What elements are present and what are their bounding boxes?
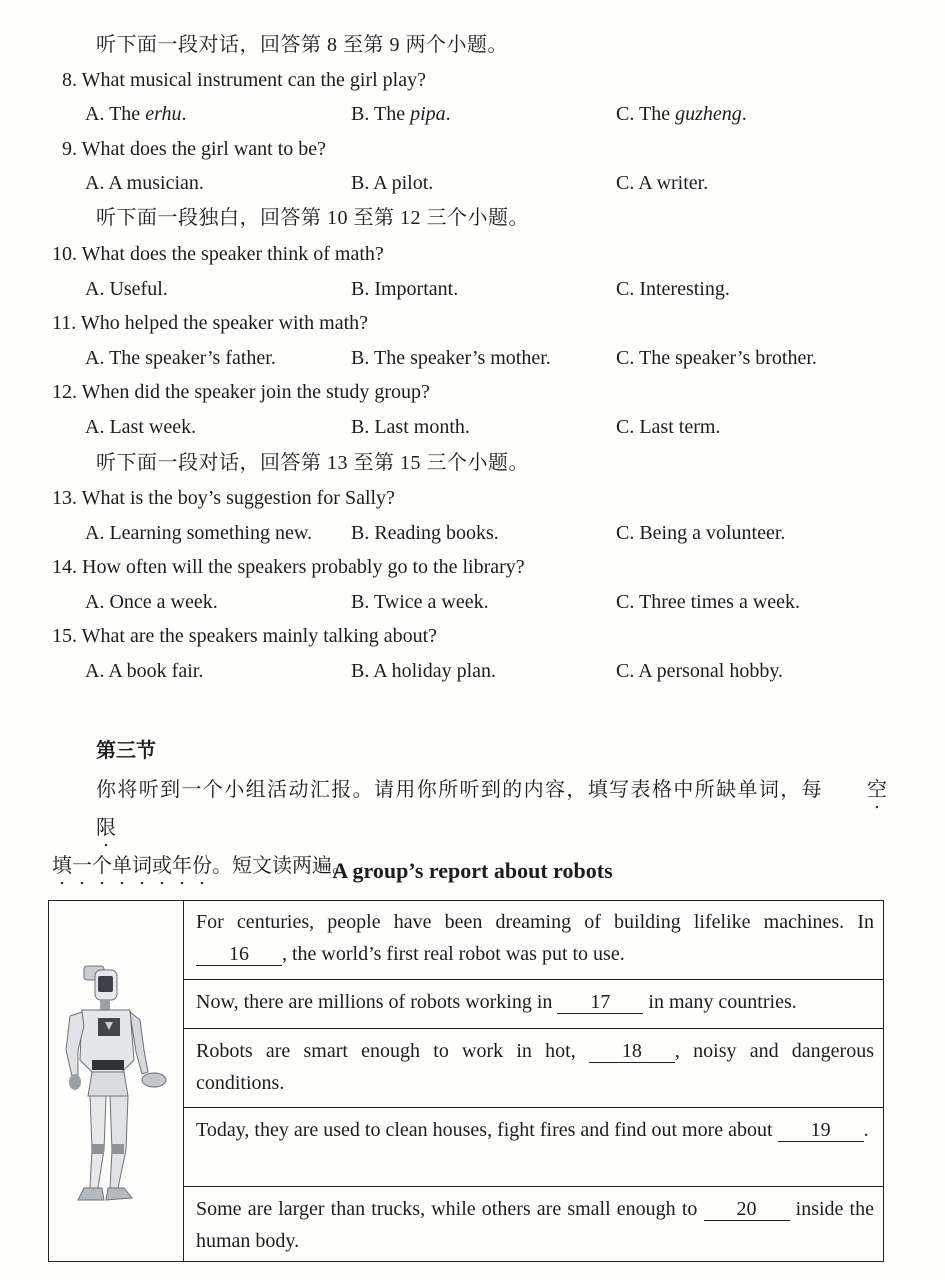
report-row-16 [184,900,884,980]
question-9-option-b: B. A pilot. [351,172,434,194]
blank-19[interactable]: 19 [778,1119,864,1142]
instruction-q13-15: 听下面一段对话，回答第 13 至第 15 三个小题。 [96,452,529,474]
row-19-text: Today, they are used to clean houses, fight fires and find out more about 19 . [196,1119,869,1141]
question-8-option-c: C. The guzheng. [616,103,747,125]
question-8-option-a: A. The erhu. [85,103,187,125]
question-10-option-b: B. Important. [351,278,459,300]
question-8-option-b: B. The pipa. [351,103,451,125]
report-title: A group’s report about robots [332,858,613,883]
blank-20[interactable]: 20 [704,1198,790,1221]
question-8-stem: 8. What musical instrument can the girl play? [62,69,426,91]
report-row-19 [184,1108,884,1187]
report-row-20 [184,1187,884,1262]
question-11-option-b: B. The speaker’s mother. [351,347,551,369]
question-13-option-a: A. Learning something new. [85,522,312,544]
instruction-q10-12: 听下面一段独白，回答第 10 至第 12 三个小题。 [96,207,529,229]
question-15-option-c: C. A personal hobby. [616,660,784,682]
question-14-stem: 14. How often will the speakers probably go to the library? [52,556,525,578]
question-10-option-c: C. Interesting. [616,278,730,300]
question-14-option-a: A. Once a week. [85,591,218,613]
question-10-stem: 10. What does the speaker think of math? [52,243,384,265]
question-12-option-a: A. Last week. [85,416,197,438]
question-12-stem: 12. When did the speaker join the study group? [52,381,430,403]
instructions-line-2: 填一个单词或年份。短文读两遍。 [52,853,352,877]
robot-illustration [48,900,182,1260]
question-10-option-a: A. Useful. [85,278,168,300]
question-9-option-c: C. A writer. [616,172,709,194]
report-row-17 [184,980,884,1029]
question-13-option-c: C. Being a volunteer. [616,522,786,544]
question-13-option-b: B. Reading books. [351,522,499,544]
question-12-option-b: B. Last month. [351,416,470,438]
row-16-text: For centuries, people have been dreaming of building lifelike machines. In 16 , the world’s first real robot was put to use. [196,911,874,965]
question-11-stem: 11. Who helped the speaker with math? [52,312,369,334]
instructions-line-1: 你将听到一个小组活动汇报。请用你所听到的内容，填写表格中所缺单词，每 空限 [96,777,887,839]
row-18-text: Robots are smart enough to work in hot, 18 , noisy and dangerous conditions. [196,1040,874,1094]
instruction-q8-9: 听下面一段对话，回答第 8 至第 9 两个小题。 [96,34,508,56]
robot-image-cell [48,900,184,1262]
question-9-option-a: A. A musician. [85,172,204,194]
blank-17[interactable]: 17 [557,991,643,1014]
question-9-stem: 9. What does the girl want to be? [62,138,327,160]
question-15-stem: 15. What are the speakers mainly talking about? [52,625,438,647]
question-14-option-c: C. Three times a week. [616,591,801,613]
question-12-option-c: C. Last term. [616,416,721,438]
question-15-option-b: B. A holiday plan. [351,660,496,682]
report-row-18 [184,1029,884,1108]
question-13-stem: 13. What is the boy’s suggestion for Sally? [52,487,395,509]
row-20-text: Some are larger than trucks, while others are small enough to 20 inside the human body. [196,1198,874,1252]
question-15-option-a: A. A book fair. [85,660,204,682]
blank-16[interactable]: 16 [196,943,282,966]
question-11-option-c: C. The speaker’s brother. [616,347,817,369]
blank-18[interactable]: 18 [589,1040,675,1063]
section-3-title: 第三节 [96,738,156,762]
row-17-text: Now, there are millions of robots working in 17 in many countries. [196,991,797,1013]
question-11-option-a: A. The speaker’s father. [85,347,276,369]
question-14-option-b: B. Twice a week. [351,591,489,613]
